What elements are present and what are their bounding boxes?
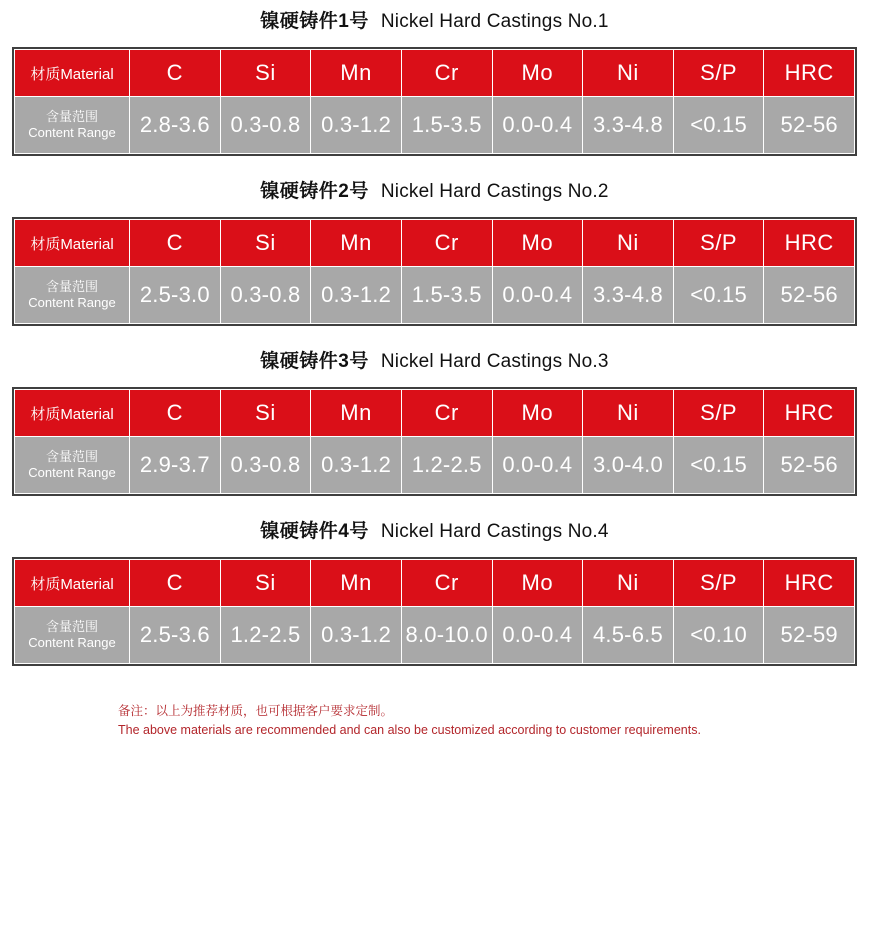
spec-table-1 — [14, 49, 855, 154]
row-label-en: Content Range — [28, 295, 116, 310]
row-label-content-range — [15, 267, 130, 324]
cell-c: 2.9-3.7 — [130, 437, 221, 494]
table-title-2 — [0, 176, 869, 203]
spec-table-4 — [14, 559, 855, 664]
cell-c: 2.5-3.0 — [130, 267, 221, 324]
table-row — [15, 607, 855, 664]
header-material-label: 材质Material — [15, 50, 130, 97]
cell-ni: 3.3-4.8 — [583, 97, 674, 154]
header-col-cr: Cr — [401, 390, 492, 437]
cell-si: 0.3-0.8 — [220, 267, 311, 324]
footnote — [0, 702, 869, 741]
header-col-ni: Ni — [583, 390, 674, 437]
row-label-content-range — [15, 437, 130, 494]
cell-cr: 8.0-10.0 — [401, 607, 492, 664]
row-label-content-range — [15, 607, 130, 664]
table-title-en: Nickel Hard Castings No.2 — [380, 181, 609, 202]
header-col-mo: Mo — [492, 220, 583, 267]
header-col-hrc: HRC — [764, 50, 855, 97]
table-header-row — [15, 390, 855, 437]
table-title-cn: 镍硬铸件2号 — [260, 181, 369, 202]
header-col-cr: Cr — [401, 560, 492, 607]
row-label-cn: 含量范围 — [45, 448, 98, 464]
header-col-sp: S/P — [673, 390, 764, 437]
header-col-hrc: HRC — [764, 220, 855, 267]
header-col-sp: S/P — [673, 50, 764, 97]
footnote-line-cn: 备注：以上为推荐材质，也可根据客户要求定制。 — [118, 704, 394, 718]
table-header-row — [15, 560, 855, 607]
cell-sp: <0.10 — [673, 607, 764, 664]
spec-table-3 — [14, 389, 855, 494]
row-label-cn: 含量范围 — [45, 618, 98, 634]
cell-si: 0.3-0.8 — [220, 97, 311, 154]
cell-ni: 4.5-6.5 — [583, 607, 674, 664]
cell-mo: 0.0-0.4 — [492, 267, 583, 324]
row-label-cn: 含量范围 — [45, 278, 98, 294]
header-col-c: C — [130, 560, 221, 607]
table-title-cn: 镍硬铸件4号 — [260, 521, 369, 542]
cell-c: 2.8-3.6 — [130, 97, 221, 154]
spec-table-block-2 — [0, 176, 869, 326]
header-col-cr: Cr — [401, 50, 492, 97]
header-col-mo: Mo — [492, 390, 583, 437]
header-col-cr: Cr — [401, 220, 492, 267]
spec-table-block-3 — [0, 346, 869, 496]
header-col-mn: Mn — [311, 50, 402, 97]
cell-si: 0.3-0.8 — [220, 437, 311, 494]
cell-mn: 0.3-1.2 — [311, 267, 402, 324]
cell-mo: 0.0-0.4 — [492, 607, 583, 664]
table-header-row — [15, 220, 855, 267]
table-title-cn: 镍硬铸件1号 — [260, 11, 369, 32]
table-header-row — [15, 50, 855, 97]
cell-mn: 0.3-1.2 — [311, 97, 402, 154]
header-col-ni: Ni — [583, 560, 674, 607]
table-title-en: Nickel Hard Castings No.1 — [380, 11, 609, 32]
row-label-en: Content Range — [28, 125, 116, 140]
table-row — [15, 97, 855, 154]
cell-sp: <0.15 — [673, 97, 764, 154]
cell-ni: 3.3-4.8 — [583, 267, 674, 324]
header-col-mn: Mn — [311, 560, 402, 607]
cell-c: 2.5-3.6 — [130, 607, 221, 664]
header-col-hrc: HRC — [764, 560, 855, 607]
cell-sp: <0.15 — [673, 437, 764, 494]
row-label-en: Content Range — [28, 635, 116, 650]
header-col-c: C — [130, 50, 221, 97]
cell-hrc: 52-56 — [764, 97, 855, 154]
footnote-line-en: The above materials are recommended and can also be customized according to customer requirements. — [118, 723, 701, 738]
header-col-si: Si — [220, 220, 311, 267]
header-col-c: C — [130, 390, 221, 437]
row-label-content-range — [15, 97, 130, 154]
table-border-3 — [12, 387, 857, 496]
header-col-si: Si — [220, 50, 311, 97]
cell-mo: 0.0-0.4 — [492, 437, 583, 494]
table-row — [15, 267, 855, 324]
cell-hrc: 52-56 — [764, 437, 855, 494]
table-title-en: Nickel Hard Castings No.3 — [380, 351, 609, 372]
table-title-en: Nickel Hard Castings No.4 — [380, 521, 609, 542]
cell-si: 1.2-2.5 — [220, 607, 311, 664]
table-title-4 — [0, 516, 869, 543]
cell-hrc: 52-56 — [764, 267, 855, 324]
table-row — [15, 437, 855, 494]
header-col-si: Si — [220, 390, 311, 437]
header-material-label: 材质Material — [15, 560, 130, 607]
cell-cr: 1.5-3.5 — [401, 267, 492, 324]
cell-sp: <0.15 — [673, 267, 764, 324]
header-col-mo: Mo — [492, 50, 583, 97]
header-material-label: 材质Material — [15, 220, 130, 267]
row-label-cn: 含量范围 — [45, 108, 98, 124]
cell-cr: 1.2-2.5 — [401, 437, 492, 494]
header-col-c: C — [130, 220, 221, 267]
cell-hrc: 52-59 — [764, 607, 855, 664]
table-title-cn: 镍硬铸件3号 — [260, 351, 369, 372]
spec-table-2 — [14, 219, 855, 324]
header-col-hrc: HRC — [764, 390, 855, 437]
cell-ni: 3.0-4.0 — [583, 437, 674, 494]
table-border-2 — [12, 217, 857, 326]
cell-mo: 0.0-0.4 — [492, 97, 583, 154]
table-title-1 — [0, 6, 869, 33]
header-col-sp: S/P — [673, 560, 764, 607]
cell-mn: 0.3-1.2 — [311, 607, 402, 664]
table-border-1 — [12, 47, 857, 156]
table-title-3 — [0, 346, 869, 373]
spec-table-block-1 — [0, 6, 869, 156]
header-col-mn: Mn — [311, 390, 402, 437]
header-col-mo: Mo — [492, 560, 583, 607]
header-col-si: Si — [220, 560, 311, 607]
header-material-label: 材质Material — [15, 390, 130, 437]
header-col-ni: Ni — [583, 220, 674, 267]
row-label-en: Content Range — [28, 465, 116, 480]
header-col-ni: Ni — [583, 50, 674, 97]
header-col-mn: Mn — [311, 220, 402, 267]
table-border-4 — [12, 557, 857, 666]
cell-mn: 0.3-1.2 — [311, 437, 402, 494]
cell-cr: 1.5-3.5 — [401, 97, 492, 154]
header-col-sp: S/P — [673, 220, 764, 267]
spec-table-block-4 — [0, 516, 869, 666]
